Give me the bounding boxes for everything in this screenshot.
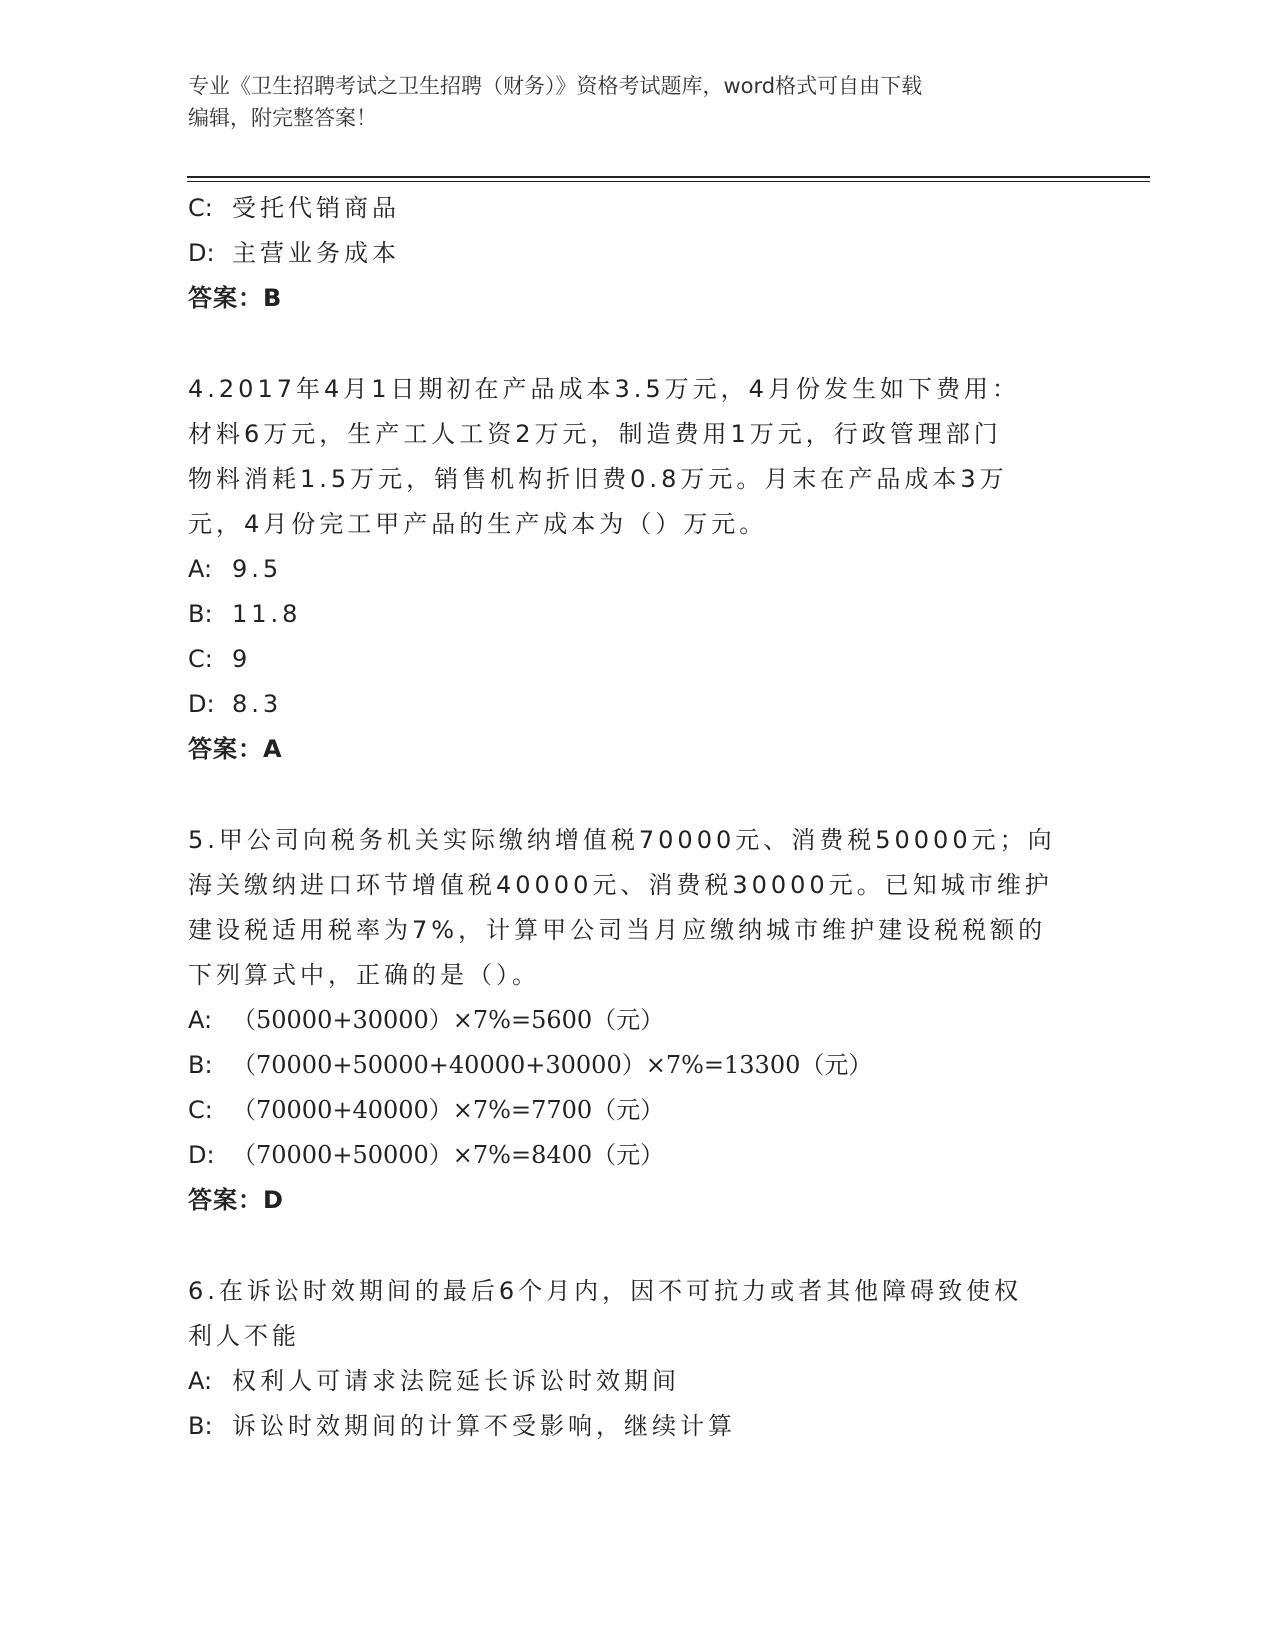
question-text-line: 下列算式中，正确的是（）。 bbox=[188, 961, 540, 989]
option-text: 权利人可请求法院延长诉讼时效期间 bbox=[232, 1367, 680, 1395]
option-c bbox=[188, 186, 1088, 231]
option-text: （70000+50000）×7%=8400（元） bbox=[232, 1141, 665, 1169]
question-3-tail bbox=[188, 186, 1088, 321]
option-c bbox=[188, 1088, 1088, 1133]
option-text: 11.8 bbox=[232, 600, 302, 628]
option-b bbox=[188, 592, 1088, 637]
answer: 答案：A bbox=[188, 735, 283, 763]
question-text-line: 物料消耗1.5万元，销售机构折旧费0.8万元。月末在产品成本3万 bbox=[188, 465, 1008, 493]
question-5 bbox=[188, 818, 1088, 1223]
option-label: D: bbox=[188, 239, 215, 267]
option-a bbox=[188, 547, 1088, 592]
option-label: B: bbox=[188, 1051, 213, 1079]
option-label: A: bbox=[188, 1367, 213, 1395]
option-b bbox=[188, 1043, 1088, 1088]
question-text-line: 4.2017年4月1日期初在产品成本3.5万元，4月份发生如下费用： bbox=[188, 375, 1020, 403]
option-d bbox=[188, 682, 1088, 727]
option-a bbox=[188, 998, 1088, 1043]
option-text: （70000+40000）×7%=7700（元） bbox=[232, 1096, 665, 1124]
option-label: D: bbox=[188, 1141, 215, 1169]
question-text-line: 利人不能 bbox=[188, 1322, 300, 1350]
question-text-line: 材料6万元，生产工人工资2万元，制造费用1万元，行政管理部门 bbox=[188, 420, 1002, 448]
option-text: 诉讼时效期间的计算不受影响，继续计算 bbox=[232, 1412, 736, 1440]
option-text: （50000+30000）×7%=5600（元） bbox=[232, 1006, 665, 1034]
question-text-line: 建设税适用税率为7%，计算甲公司当月应缴纳城市维护建设税税额的 bbox=[188, 916, 1047, 944]
question-text-line: 6.在诉讼时效期间的最后6个月内，因不可抗力或者其他障碍致使权 bbox=[188, 1277, 1023, 1305]
option-a bbox=[188, 1359, 1088, 1404]
option-b bbox=[188, 1404, 1088, 1449]
option-text: 9.5 bbox=[232, 555, 283, 583]
header-rule-thick bbox=[187, 176, 1150, 178]
answer: 答案：B bbox=[188, 284, 283, 312]
question-text-line: 海关缴纳进口环节增值税40000元、消费税30000元。已知城市维护 bbox=[188, 871, 1053, 899]
option-text: （70000+50000+40000+30000）×7%=13300（元） bbox=[232, 1051, 873, 1079]
question-6 bbox=[188, 1269, 1088, 1449]
document-header bbox=[188, 70, 1068, 134]
option-text: 主营业务成本 bbox=[232, 239, 400, 267]
option-label: C: bbox=[188, 645, 213, 673]
option-label: B: bbox=[188, 1412, 213, 1440]
option-d bbox=[188, 231, 1088, 276]
option-label: C: bbox=[188, 1096, 213, 1124]
option-label: C: bbox=[188, 194, 213, 222]
option-text: 9 bbox=[232, 645, 252, 673]
option-label: A: bbox=[188, 555, 213, 583]
option-label: A: bbox=[188, 1006, 213, 1034]
option-label: B: bbox=[188, 600, 213, 628]
answer: 答案：D bbox=[188, 1186, 284, 1214]
option-label: D: bbox=[188, 690, 215, 718]
option-c bbox=[188, 637, 1088, 682]
option-text: 受托代销商品 bbox=[232, 194, 400, 222]
option-d bbox=[188, 1133, 1088, 1178]
question-list bbox=[188, 186, 1088, 1449]
header-rule-thin bbox=[187, 181, 1150, 182]
option-text: 8.3 bbox=[232, 690, 283, 718]
question-text-line: 元，4月份完工甲产品的生产成本为（）万元。 bbox=[188, 510, 768, 538]
question-text-line: 5.甲公司向税务机关实际缴纳增值税70000元、消费税50000元；向 bbox=[188, 826, 1056, 854]
question-4 bbox=[188, 367, 1088, 772]
header-line-2: 编辑，附完整答案！ bbox=[188, 106, 377, 130]
header-line-1: 专业《卫生招聘考试之卫生招聘（财务）》资格考试题库，word格式可自由下载 bbox=[188, 74, 923, 98]
